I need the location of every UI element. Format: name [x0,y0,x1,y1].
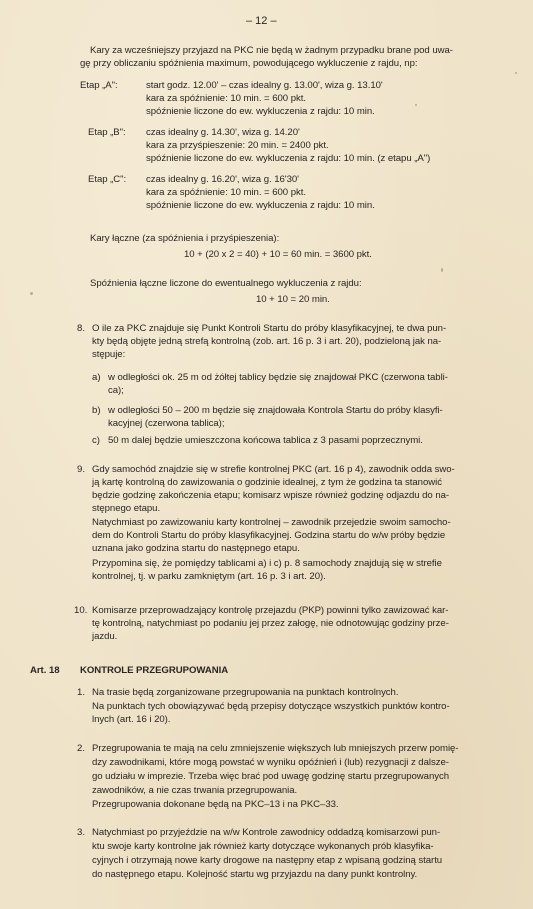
art18-point-1-line-2: Na punktach tych obowiązywać będą przepisy dotyczące wszystkich punktów kontro- [92,701,450,712]
art18-point-2-number: 2. [77,743,86,754]
point-8a-line-1: w odległości ok. 25 m od żółtej tablicy będzie się znajdował PKC (czerwona tabli- [108,372,448,383]
point-9-line-1: Gdy samochód znajdzie się w strefie kontrolnej PKC (art. 16 p 4), zawodnik odda swo- [92,464,455,475]
etap-a-line-2: kara za spóźnienie: 10 min. = 600 pkt. [146,93,306,104]
art18-point-1-number: 1. [77,687,86,698]
art18-point-3-line-3: cyjnych i otrzymają nowe karty drogowe na następny etap z wpisaną godziną startu [92,855,443,866]
etap-c-line-3: spóźnienie liczone do ew. wykluczenia z rajdu: 10 min. [146,200,375,211]
spoznienia-formula: 10 + 10 = 20 min. [256,294,330,305]
point-9-line-6: dem do Kontroli Startu do próby klasyfikacyjnej. Godzina startu do w/w próby będzie [92,530,446,541]
point-8a-line-2: ca); [108,385,124,396]
point-8-line-2: kty będą objęte jedną strefą kontrolną (zob. art. 16 p. 3 i art. 20), podzieloną jak na- [92,336,442,347]
art18-point-2-line-5: Przegrupowania dokonane będą na PKC–13 i na PKC–33. [92,799,339,810]
kary-formula: 10 + (20 x 2 = 40) + 10 = 60 min. = 3600 pkt. [184,249,372,260]
point-8-line-1: O ile za PKC znajduje się Punkt Kontroli Startu do próby klasyfikacyjnej, te dwa pun- [92,323,447,334]
art18-point-3-line-4: do następnego etapu. Kolejność startu wg przyjazdu na dany punkt kontrolny. [92,869,418,880]
article-18-title: KONTROLE PRZEGRUPOWANIA [80,665,229,676]
etap-b-line-1: czas idealny g. 14.30', wiza g. 14.20' [146,127,300,138]
etap-c-line-1: czas idealny g. 16.20', wiza g. 16'30' [146,174,299,185]
etap-c-line-2: kara za spóźnienie: 10 min. = 600 pkt. [146,187,306,198]
art18-point-3-line-1: Natychmiast po przyjeździe na w/w Kontrole zawodnicy oddadzą komisarzowi pun- [92,827,441,838]
etap-c-label: Etap „C": [88,174,127,185]
point-9-line-9: kontrolnej, tj. w parku zamkniętym (art. 16 p. 3 i art. 20). [92,571,326,582]
point-10-number: 10. [74,605,88,616]
point-8b-line-1: w odległości 50 – 200 m będzie się znajdowała Kontrola Startu do próby klasyfi- [108,405,443,416]
point-9-line-4: stępnego etapu. [92,503,161,514]
paper-speck [415,104,417,106]
art18-point-2-line-1: Przegrupowania te mają na celu zmniejszenie większych lub mniejszych przerw pomię- [92,743,459,754]
art18-point-3-line-2: ktu swoje karty kontrolne jak również karty dotyczące wykonanych prób klasyfika- [92,841,434,852]
art18-point-1-line-1: Na trasie będą zorganizowane przegrupowania na punktach kontrolnych. [92,687,399,698]
paper-speck [441,268,443,272]
point-9-line-8: Przypomina się, że pomiędzy tablicami a) i c) p. 8 samochody znajdują się w strefie [92,558,442,569]
point-8b-line-2: kacyjnej (czerwona tablica); [108,418,225,429]
art18-point-3-number: 3. [77,827,86,838]
point-8c-line-1: 50 m dalej będzie umieszczona końcowa tablica z 3 pasami poprzecznymi. [108,435,423,446]
kary-label: Kary łączne (za spóźnienia i przyśpieszenia): [90,233,280,244]
page-number: – 12 – [246,15,277,27]
point-8-line-3: stępuje: [92,349,126,360]
point-10-line-1: Komisarze przeprowadzający kontrolę przejazdu (PKP) powinni tylko zawizować kar- [92,605,449,616]
article-18-label: Art. 18 [30,665,60,676]
point-9-line-7: uznana jako godzina startu do następnego etapu. [92,543,300,554]
point-10-line-2: tę kontrolną, natychmiast po podaniu jej przez załogę, nie odnotowując godziny prze- [92,618,449,629]
art18-point-1-line-3: lnych (art. 16 i 20). [92,714,171,725]
etap-b-line-2: kara za przyśpieszenie: 20 min. = 2400 pkt. [146,140,329,151]
paper-speck [30,292,33,295]
point-9-line-5: Natychmiast po zawizowaniu karty kontrolnej – zawodnik przejedzie swoim samocho- [92,517,451,528]
art18-point-2-line-4: zawodników, a nie czas trwania przegrupowania. [92,785,298,796]
etap-a-line-1: start godz. 12.00' – czas idealny g. 13.00', wiza g. 13.10' [146,80,383,91]
point-8b-label: b) [92,405,101,416]
art18-point-2-line-3: go udziału w imprezie. Trzeba więc brać pod uwagę godzinę startu przegrupowanych [92,771,450,782]
point-9-number: 9. [77,464,86,475]
etap-b-label: Etap „B": [88,127,126,138]
point-8a-label: a) [92,372,101,383]
intro-line-2: gę przy obliczaniu spóźnienia maximum, powodującego wykluczenie z rajdu, np: [80,58,418,69]
point-8c-label: c) [92,435,100,446]
etap-a-label: Etap „A": [80,80,118,91]
intro-line-1: Kary za wcześniejszy przyjazd na PKC nie będą w żadnym przypadku brane pod uwa- [90,45,453,56]
spoznienia-label: Spóźnienia łączne liczone do ewentualnego wykluczenia z rajdu: [90,278,362,289]
paper-speck [515,72,517,74]
etap-b-line-3: spóźnienie liczone do ew. wykluczenia z rajdu: 10 min. (z etapu „A") [146,153,431,164]
point-10-line-3: jazdu. [92,631,118,642]
point-9-line-3: będzie godzinę zakończenia etapu; komisarz wpisze również godzinę odjazdu do na- [92,490,450,501]
point-8-number: 8. [77,323,86,334]
art18-point-2-line-2: dzy zawodnikami, które mogą powstać w wyniku opóźnień i (lub) rezygnacji z dalsze- [92,757,449,768]
point-9-line-2: ją kartę kontrolną do zawizowania o godzinie idealnej, z tym że godzina ta stanowić [92,477,442,488]
etap-a-line-3: spóźnienie liczone do ew. wykluczenia z rajdu: 10 min. [146,106,375,117]
